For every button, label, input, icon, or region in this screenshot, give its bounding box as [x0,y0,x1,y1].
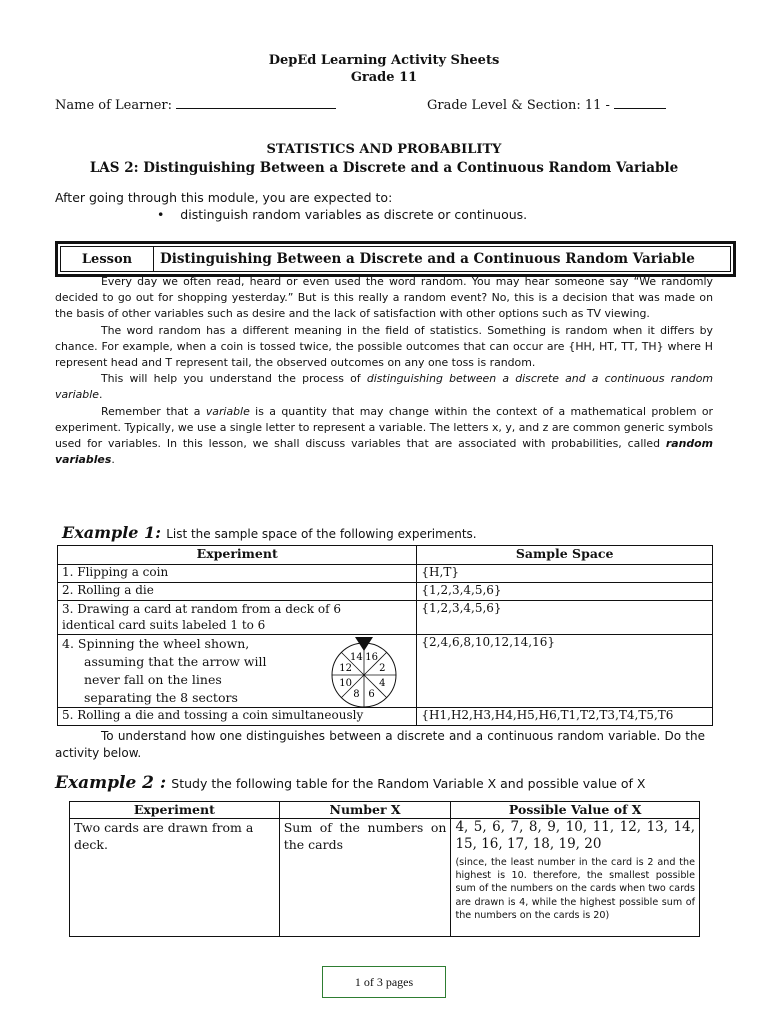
experiment-text: 3. Drawing a card at random from a deck of 6 identical card suits labeled 1 to 6 [62,602,341,632]
example-1-instruction: List the sample space of the following experiments. [166,527,477,541]
learner-name-label: Name of Learner: [55,98,172,113]
wheel-sector-label: 4 [379,678,386,690]
example-2-table [69,801,700,937]
paragraph-4-text-b: is a quantity that may change within the context of a mathematical problem or experiment. Typically, we use a single letter to represent a variable. The letters x, y, and z are common generic symbols used for variables. In this lesson, we shall discuss variables that are associated with probabilities, called [55,404,713,451]
paragraph-4-text: Remember that a [101,404,206,418]
paragraph-2 [55,323,713,372]
sample-space-cell: {1,2,3,4,5,6} [417,601,713,635]
grade-heading: Grade 11 [350,70,418,85]
example-1-heading [62,523,477,542]
transition-paragraph: To understand how one distinguishes between a discrete and a continuous random variable. Do the activity below. [55,729,705,760]
table-row [58,601,713,635]
lesson-body [55,274,713,468]
possible-values: 4, 5, 6, 7, 8, 9, 10, 11, 12, 13, 14, 15, 16, 17, 18, 19, 20 [455,819,695,852]
example-2-instruction: Study the following table for the Random Variable X and possible value of X [171,776,646,791]
paragraph-4 [55,404,713,469]
paragraph-3-end: . [98,388,103,402]
experiment-cell [58,635,417,708]
sample-space-cell: {H,T} [417,565,713,583]
lesson-box [55,241,736,277]
column-header-experiment: Experiment [58,546,417,565]
paragraph-4-key-term: random variables [55,437,713,467]
wheel-sector-label: 6 [368,688,375,700]
column-header-sample-space: Sample Space [417,546,713,565]
example-1-label: Example 1: [62,523,162,542]
paragraph-3-emphasis: distinguishing between a discrete and a continuous random variable [55,372,713,402]
grade-section-label: Grade Level & Section: 11 - [427,98,610,113]
sample-space-cell: {2,4,6,8,10,12,14,16} [417,635,713,708]
example-1-table [57,545,713,726]
document-title: DepEd Learning Activity Sheets [268,53,500,68]
experiment-cell [58,601,417,635]
learner-name-row [55,97,336,113]
experiment-cell: 5. Rolling a die and tossing a coin simultaneously [58,708,417,726]
experiment-line: separating the 8 sectors [84,690,238,705]
objective-item [157,207,527,222]
transition-text [55,728,705,762]
wheel-sector-label: 2 [379,662,386,674]
las-title: LAS 2: Distinguishing Between a Discrete and a Continuous Random Variable [89,160,679,176]
learner-name-blank[interactable] [176,97,336,109]
table-header-row [70,802,700,819]
page-indicator: 1 of 3 pages [322,966,446,998]
experiment-line: never fall on the lines [84,672,222,687]
table-row [58,708,713,726]
bullet-icon: • [157,207,165,222]
possible-values-note: (since, the least number in the card is 2 and the highest is 10. therefore, the smallest possible sum of the numbers on the cards when two cards are drawn is 4, while the highest possible sum of the numbers on the cards is 20) [455,857,695,921]
sample-space-cell: {H1,H2,H3,H4,H5,H6,T1,T2,T3,T4,T5,T6 [417,708,713,726]
number-x-cell: Sum of the numbers on the cards [279,819,451,937]
paragraph-4-emphasis: variable [205,404,250,418]
paragraph-3-text: This will help you understand the process of [101,372,367,386]
paragraph-3 [55,371,713,403]
grade-section-blank[interactable] [614,97,666,109]
experiment-line: 4. Spinning the wheel shown, [62,636,250,651]
table-row [70,819,700,937]
wheel-sector-label: 8 [353,688,360,700]
example-2-label: Example 2 : [55,773,167,793]
objectives-intro: After going through this module, you are expected to: [55,190,393,205]
experiment-cell: 1. Flipping a coin [58,565,417,583]
column-header-experiment: Experiment [70,802,280,819]
column-header-number-x: Number X [279,802,451,819]
table-row [58,635,713,708]
experiment-cell: Two cards are drawn from a deck. [70,819,280,937]
subject-title: STATISTICS AND PROBABILITY [266,142,502,157]
column-header-possible-value: Possible Value of X [451,802,700,819]
sample-space-cell: {1,2,3,4,5,6} [417,583,713,601]
table-row [58,565,713,583]
paragraph-2-text: The word random has a different meaning in the field of statistics. Something is random when it differs by chance. For example, when a coin is tossed twice, the possible outcomes that can occur are {HH, HT, TT, TH} where H represent head and T represent tail, the observed outcomes on any one toss is random. [55,323,713,370]
objective-text: distinguish random variables as discrete or continuous. [180,207,528,222]
table-row [58,583,713,601]
paragraph-1 [55,274,713,323]
experiment-cell: 2. Rolling a die [58,583,417,601]
experiment-line: assuming that the arrow will [84,654,267,669]
paragraph-4-end: . [111,453,115,467]
possible-value-cell [451,819,700,937]
example-2-heading [55,773,646,793]
lesson-label: Lesson [61,247,154,271]
grade-section-row [427,97,666,113]
paragraph-1-text: Every day we often read, heard or even used the word random. You may hear someone say “We randomly decided to go out for shopping yesterday.” But is this really a random event? No, this is a decision that was made on the basis of other variables such as desire and the lack of satisfaction with other options such as TV viewing. [55,275,713,321]
lesson-title: Distinguishing Between a Discrete and a Continuous Random Variable [160,251,695,267]
wheel-sector-label: 10 [339,678,353,690]
wheel-sector-label: 14 [350,652,363,664]
table-header-row [58,546,713,565]
wheel-sector-label: 16 [365,652,378,664]
spinner-wheel-icon [322,633,406,709]
wheel-sector-label: 12 [339,662,353,674]
